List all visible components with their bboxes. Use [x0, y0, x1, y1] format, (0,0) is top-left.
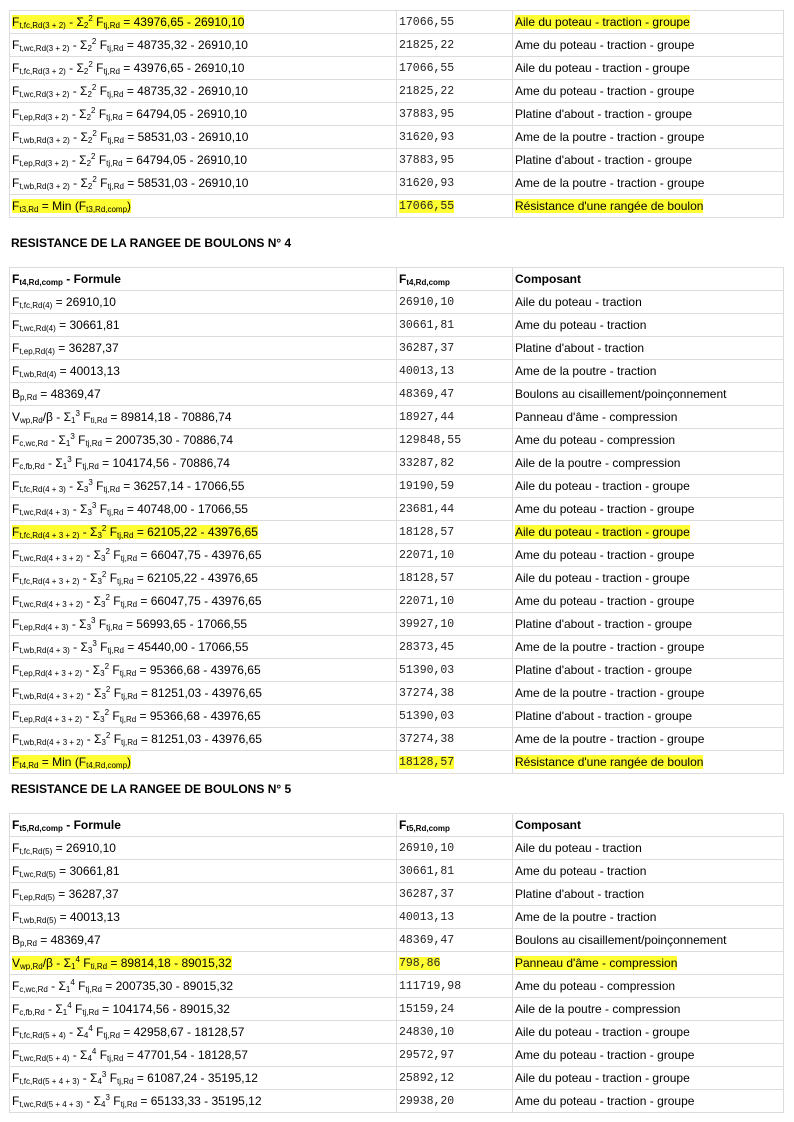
value-cell: 17066,55 [397, 57, 513, 80]
formula-cell: $F_{t,wb,Rd(4)} = 40013,13$ [10, 360, 397, 383]
composant-cell: Aile du poteau - traction [513, 837, 784, 860]
value-cell: 33287,82 [397, 452, 513, 475]
table-header-row [10, 814, 784, 837]
table-row [10, 567, 784, 590]
value-cell: 23681,44 [397, 498, 513, 521]
table-row [10, 80, 784, 103]
formula-cell: $F_{t,wc,Rd(3 + 2)} - \Sigma_2^2$ $F_{tj,Rd} = 48735,32 - 26910,10$ [10, 80, 397, 103]
table-row [10, 57, 784, 80]
value-cell: 25892,12 [397, 1067, 513, 1090]
composant-cell: Aile du poteau - traction - groupe [513, 57, 784, 80]
table-row [10, 1067, 784, 1090]
composant-cell: Ame de la poutre - traction [513, 360, 784, 383]
composant-cell: Aile du poteau - traction - groupe [513, 521, 784, 544]
table-row [10, 337, 784, 360]
formula-cell: $F_{t,fc,Rd(5 + 4)} - \Sigma_4^4$ $F_{tj,Rd} = 42958,67 - 18128,57$ [10, 1021, 397, 1044]
formula-cell: $F_{t,fc,Rd(3 + 2)} - \Sigma_2^2$ $F_{tj,Rd} = 43976,65 - 26910,10$ [10, 11, 397, 34]
composant-cell: Aile du poteau - traction - groupe [513, 567, 784, 590]
formula-cell: $B_{p,Rd} = 48369,47$ [10, 929, 397, 952]
table-row [10, 103, 784, 126]
formula-cell: $F_{t,wc,Rd(3 + 2)} - \Sigma_2^2$ $F_{tj,Rd} = 48735,32 - 26910,10$ [10, 34, 397, 57]
composant-cell: Ame de la poutre - traction - groupe [513, 682, 784, 705]
value-cell: 18128,57 [397, 751, 513, 774]
formula-cell: $F_{c,wc,Rd} - \Sigma_1^3$ $F_{tj,Rd} = 200735,30 - 70886,74$ [10, 429, 397, 452]
formula-cell: $F_{t,wc,Rd(4 + 3 + 2)} - \Sigma_3^2$ $F_{tj,Rd} = 66047,75 - 43976,65$ [10, 544, 397, 567]
composant-cell: Ame de la poutre - traction [513, 906, 784, 929]
composant-cell: Résistance d'une rangée de boulon [513, 751, 784, 774]
composant-cell: Platine d'about - traction - groupe [513, 613, 784, 636]
value-cell: 21825,22 [397, 80, 513, 103]
table-row [10, 149, 784, 172]
value-cell: 17066,55 [397, 11, 513, 34]
composant-cell: Aile du poteau - traction - groupe [513, 11, 784, 34]
value-cell: 31620,93 [397, 172, 513, 195]
formula-cell: $F_{t,fc,Rd(5 + 4 + 3)} - \Sigma_4^3$ $F_{tj,Rd} = 61087,24 - 35195,12$ [10, 1067, 397, 1090]
formula-cell: $F_{t,wc,Rd(5 + 4)} - \Sigma_4^4$ $F_{tj,Rd} = 47701,54 - 18128,57$ [10, 1044, 397, 1067]
composant-cell: Aile du poteau - traction [513, 291, 784, 314]
value-cell: 798,86 [397, 952, 513, 975]
table-row [10, 521, 784, 544]
formula-cell: $F_{t,fc,Rd(3 + 2)} - \Sigma_2^2$ $F_{tj,Rd} = 43976,65 - 26910,10$ [10, 57, 397, 80]
composant-cell: Ame du poteau - traction - groupe [513, 1090, 784, 1113]
formula-cell: $V_{wp,Rd}/\beta - \Sigma_1^3$ $F_{ti,Rd} = 89814,18 - 70886,74$ [10, 406, 397, 429]
value-cell: 51390,03 [397, 659, 513, 682]
composant-cell: Aile du poteau - traction - groupe [513, 1067, 784, 1090]
value-cell: 39927,10 [397, 613, 513, 636]
table-row [10, 498, 784, 521]
formula-cell: $F_{t3,Rd}$ = Min $(F_{t3,Rd,comp})$ [10, 195, 397, 218]
table-row [10, 172, 784, 195]
formula-cell: $F_{c,fb,Rd} - \Sigma_1^4$ $F_{tj,Rd} = 104174,56 - 89015,32$ [10, 998, 397, 1021]
composant-cell: Platine d'about - traction [513, 337, 784, 360]
composant-cell: Boulons au cisaillement/poinçonnement [513, 383, 784, 406]
table-row [10, 195, 784, 218]
table-rangee-5 [9, 813, 784, 1113]
composant-cell: Aile de la poutre - compression [513, 998, 784, 1021]
composant-cell: Ame du poteau - traction - groupe [513, 544, 784, 567]
header-formule: $F_{t5,Rd,comp}$ - Formule [10, 814, 397, 837]
composant-cell: Platine d'about - traction - groupe [513, 103, 784, 126]
table-row [10, 383, 784, 406]
table-row [10, 929, 784, 952]
value-cell: 15159,24 [397, 998, 513, 1021]
table-row [10, 659, 784, 682]
table-row [10, 544, 784, 567]
value-cell: 18927,44 [397, 406, 513, 429]
composant-cell: Ame de la poutre - traction - groupe [513, 126, 784, 149]
composant-cell: Aile du poteau - traction - groupe [513, 475, 784, 498]
formula-cell: $F_{t,ep,Rd(5)} = 36287,37$ [10, 883, 397, 906]
formula-cell: $F_{t,fc,Rd(4 + 3 + 2)} - \Sigma_3^2$ $F_{tj,Rd} = 62105,22 - 43976,65$ [10, 567, 397, 590]
table-row [10, 314, 784, 337]
value-cell: 40013,13 [397, 906, 513, 929]
formula-cell: $F_{t,ep,Rd(4 + 3 + 2)} - \Sigma_3^2$ $F_{tj,Rd} = 95366,68 - 43976,65$ [10, 659, 397, 682]
formula-cell: $F_{t,wb,Rd(4 + 3 + 2)} - \Sigma_3^2$ $F_{tj,Rd} = 81251,03 - 43976,65$ [10, 682, 397, 705]
table-rangee-4 [9, 267, 784, 774]
formula-cell: $F_{t,wc,Rd(5)} = 30661,81$ [10, 860, 397, 883]
composant-cell: Résistance d'une rangée de boulon [513, 195, 784, 218]
composant-cell: Boulons au cisaillement/poinçonnement [513, 929, 784, 952]
value-cell: 21825,22 [397, 34, 513, 57]
table-row [10, 682, 784, 705]
table-row [10, 475, 784, 498]
table-row [10, 751, 784, 774]
value-cell: 36287,37 [397, 883, 513, 906]
table-row [10, 883, 784, 906]
value-cell: 26910,10 [397, 291, 513, 314]
formula-cell: $F_{t,fc,Rd(4 + 3)} - \Sigma_3^3$ $F_{tj,Rd} = 36257,14 - 17066,55$ [10, 475, 397, 498]
formula-cell: $F_{t,wb,Rd(4 + 3)} - \Sigma_3^3$ $F_{tj,Rd} = 45440,00 - 17066,55$ [10, 636, 397, 659]
formula-cell: $F_{t,fc,Rd(4 + 3 + 2)} - \Sigma_3^2$ $F_{tj,Rd} = 62105,22 - 43976,65$ [10, 521, 397, 544]
composant-cell: Panneau d'âme - compression [513, 406, 784, 429]
value-cell: 28373,45 [397, 636, 513, 659]
composant-cell: Ame du poteau - traction - groupe [513, 498, 784, 521]
value-cell: 26910,10 [397, 837, 513, 860]
table-row [10, 590, 784, 613]
value-cell: 19190,59 [397, 475, 513, 498]
table-row [10, 291, 784, 314]
table-row [10, 1044, 784, 1067]
header-value: $F_{t5,Rd,comp}$ [397, 814, 513, 837]
table-row [10, 429, 784, 452]
table-header-row [10, 268, 784, 291]
formula-cell: $F_{t,fc,Rd(4)} = 26910,10$ [10, 291, 397, 314]
formula-cell: $F_{c,fb,Rd} - \Sigma_1^3$ $F_{tj,Rd} = 104174,56 - 70886,74$ [10, 452, 397, 475]
composant-cell: Aile de la poutre - compression [513, 452, 784, 475]
value-cell: 31620,93 [397, 126, 513, 149]
value-cell: 30661,81 [397, 314, 513, 337]
table-row [10, 11, 784, 34]
value-cell: 37274,38 [397, 682, 513, 705]
value-cell: 22071,10 [397, 590, 513, 613]
formula-cell: $F_{t,ep,Rd(3 + 2)} - \Sigma_2^2$ $F_{tj,Rd} = 64794,05 - 26910,10$ [10, 103, 397, 126]
value-cell: 111719,98 [397, 975, 513, 998]
value-cell: 18128,57 [397, 567, 513, 590]
header-value: $F_{t4,Rd,comp}$ [397, 268, 513, 291]
composant-cell: Panneau d'âme - compression [513, 952, 784, 975]
value-cell: 37883,95 [397, 103, 513, 126]
composant-cell: Ame du poteau - traction [513, 314, 784, 337]
table-row [10, 1021, 784, 1044]
composant-cell: Ame de la poutre - traction - groupe [513, 172, 784, 195]
table-row [10, 837, 784, 860]
formula-cell: $F_{t,ep,Rd(4 + 3 + 2)} - \Sigma_3^2$ $F_{tj,Rd} = 95366,68 - 43976,65$ [10, 705, 397, 728]
formula-cell: $F_{t,wc,Rd(4)} = 30661,81$ [10, 314, 397, 337]
value-cell: 129848,55 [397, 429, 513, 452]
value-cell: 37883,95 [397, 149, 513, 172]
table-row [10, 126, 784, 149]
formula-cell: $F_{t,wb,Rd(5)} = 40013,13$ [10, 906, 397, 929]
table-row [10, 34, 784, 57]
composant-cell: Platine d'about - traction - groupe [513, 705, 784, 728]
formula-cell: $F_{t,wc,Rd(4 + 3)} - \Sigma_3^3$ $F_{tj,Rd} = 40748,00 - 17066,55$ [10, 498, 397, 521]
table-row [10, 406, 784, 429]
section-title-rangee-5: RESISTANCE DE LA RANGEE DE BOULONS N° 5 [11, 782, 292, 796]
formula-cell: $F_{t,wb,Rd(3 + 2)} - \Sigma_2^2$ $F_{tj,Rd} = 58531,03 - 26910,10$ [10, 172, 397, 195]
table-row [10, 360, 784, 383]
value-cell: 18128,57 [397, 521, 513, 544]
table-row [10, 860, 784, 883]
value-cell: 22071,10 [397, 544, 513, 567]
section-title-rangee-4: RESISTANCE DE LA RANGEE DE BOULONS N° 4 [11, 236, 292, 250]
value-cell: 48369,47 [397, 929, 513, 952]
composant-cell: Platine d'about - traction [513, 883, 784, 906]
value-cell: 51390,03 [397, 705, 513, 728]
composant-cell: Ame du poteau - traction [513, 860, 784, 883]
composant-cell: Ame de la poutre - traction - groupe [513, 636, 784, 659]
composant-cell: Ame de la poutre - traction - groupe [513, 728, 784, 751]
value-cell: 29938,20 [397, 1090, 513, 1113]
formula-cell: $F_{t,wc,Rd(4 + 3 + 2)} - \Sigma_3^2$ $F_{tj,Rd} = 66047,75 - 43976,65$ [10, 590, 397, 613]
composant-cell: Ame du poteau - traction - groupe [513, 34, 784, 57]
composant-cell: Ame du poteau - traction - groupe [513, 80, 784, 103]
table-row [10, 636, 784, 659]
composant-cell: Ame du poteau - traction - groupe [513, 1044, 784, 1067]
formula-cell: $F_{t,ep,Rd(3 + 2)} - \Sigma_2^2$ $F_{tj,Rd} = 64794,05 - 26910,10$ [10, 149, 397, 172]
table-row [10, 613, 784, 636]
value-cell: 30661,81 [397, 860, 513, 883]
table-rangee-3 [9, 10, 784, 218]
formula-cell: $F_{t,wb,Rd(4 + 3 + 2)} - \Sigma_3^2$ $F_{tj,Rd} = 81251,03 - 43976,65$ [10, 728, 397, 751]
table-row [10, 728, 784, 751]
table-row [10, 705, 784, 728]
formula-cell: $F_{t,fc,Rd(5)} = 26910,10$ [10, 837, 397, 860]
formula-cell: $V_{wp,Rd}/\beta - \Sigma_1^4$ $F_{ti,Rd} = 89814,18 - 89015,32$ [10, 952, 397, 975]
composant-cell: Ame du poteau - compression [513, 429, 784, 452]
formula-cell: $F_{t,ep,Rd(4)} = 36287,37$ [10, 337, 397, 360]
table-row [10, 975, 784, 998]
header-composant: Composant [513, 814, 784, 837]
composant-cell: Platine d'about - traction - groupe [513, 149, 784, 172]
table-row [10, 952, 784, 975]
composant-cell: Aile du poteau - traction - groupe [513, 1021, 784, 1044]
header-formule: $F_{t4,Rd,comp}$ - Formule [10, 268, 397, 291]
value-cell: 17066,55 [397, 195, 513, 218]
header-composant: Composant [513, 268, 784, 291]
value-cell: 36287,37 [397, 337, 513, 360]
value-cell: 48369,47 [397, 383, 513, 406]
value-cell: 29572,97 [397, 1044, 513, 1067]
formula-cell: $F_{t,wb,Rd(3 + 2)} - \Sigma_2^2$ $F_{tj,Rd} = 58531,03 - 26910,10$ [10, 126, 397, 149]
value-cell: 24830,10 [397, 1021, 513, 1044]
composant-cell: Platine d'about - traction - groupe [513, 659, 784, 682]
value-cell: 40013,13 [397, 360, 513, 383]
formula-cell: $F_{t4,Rd}$ = Min $(F_{t4,Rd,comp})$ [10, 751, 397, 774]
table-row [10, 452, 784, 475]
formula-cell: $F_{t,ep,Rd(4 + 3)} - \Sigma_3^3$ $F_{tj,Rd} = 56993,65 - 17066,55$ [10, 613, 397, 636]
table-row [10, 998, 784, 1021]
formula-cell: $F_{t,wc,Rd(5 + 4 + 3)} - \Sigma_4^3$ $F_{tj,Rd} = 65133,33 - 35195,12$ [10, 1090, 397, 1113]
table-row [10, 906, 784, 929]
formula-cell: $F_{c,wc,Rd} - \Sigma_1^4$ $F_{tj,Rd} = 200735,30 - 89015,32$ [10, 975, 397, 998]
table-row [10, 1090, 784, 1113]
formula-cell: $B_{p,Rd} = 48369,47$ [10, 383, 397, 406]
value-cell: 37274,38 [397, 728, 513, 751]
composant-cell: Ame du poteau - compression [513, 975, 784, 998]
composant-cell: Ame du poteau - traction - groupe [513, 590, 784, 613]
